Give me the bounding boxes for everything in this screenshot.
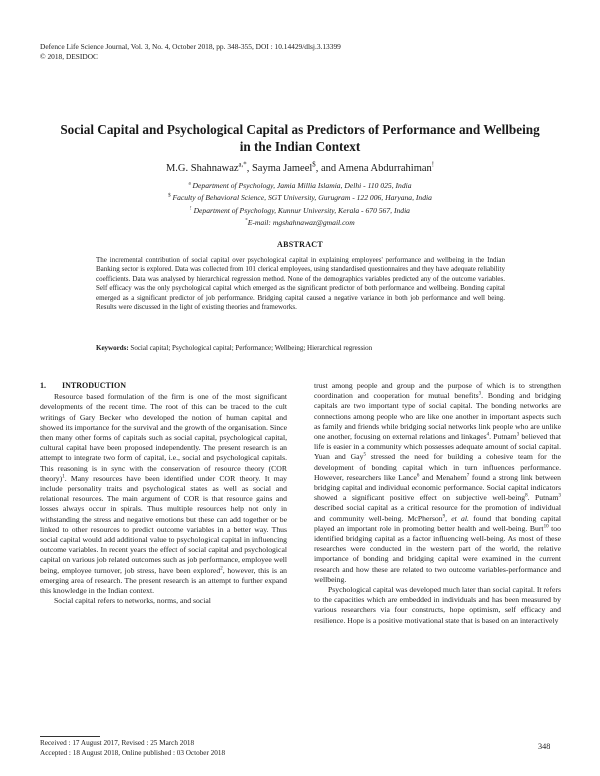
abstract-heading: ABSTRACT	[277, 240, 323, 249]
body-text: Resource based formulation of the firm is one of the most significant developments of the recent time. The root of this can be traced to the cult writings of Gary Becker who developed the notion of human capital and showed its importance for the survival and the growth of the organisation. Since then many other forms of capitals such as social capital, psychological capital, cultural capital have been proposed independently. The present research is an attempt to integrate two form of capital, i.e., social and psychological capitals. This reasoning is in sync with the conservation of resource theory (COR theory)	[40, 392, 287, 483]
affiliation	[60, 217, 540, 229]
accepted-published: Accepted : 18 August 2018, Online published : 03 October 2018	[40, 748, 226, 757]
body-text: trust among people and group and the purpose of which is to strengthen coordination and cooperation for mutual benefits	[314, 381, 561, 401]
author-sep: ,	[246, 163, 252, 174]
citation-ref: 3	[516, 432, 520, 438]
author-mark: !	[431, 161, 435, 169]
body-text: ,	[445, 513, 452, 523]
page-number: 348	[538, 742, 551, 751]
citation-ref: 8	[525, 493, 528, 499]
author-mark: a,*	[238, 161, 247, 169]
affiliation	[60, 180, 540, 192]
citation-ref: 3	[558, 493, 561, 499]
affiliation-mark: *	[245, 218, 248, 224]
body-text: . Putnam	[527, 493, 559, 503]
paper-title: Social Capital and Psychological Capital as Predictors of Performance and Wellbeing in the Indian Context	[60, 122, 540, 154]
abstract-text: The incremental contribution of social capital over psychological capital in explaining employees' performance and wellbeing in the Indian Banking sector is explored. Data was collected from 101 clerical employees, using standardised questionnaires and they have adequate reliability coefficients. Data was analysed by hierarchical regression method. None of the demographics variables predicted any of the outcome variables. Self efficacy was the only psychological capital which emerged as the significant predictor of both performance and wellbeing. Bonding capital emerged as a significant predictor of job performance. Bridging capital caused a negative variance in both job performance and well being. Results were discussed in the light of existing theories and frameworks.	[96, 256, 505, 312]
journal-header	[40, 42, 341, 62]
article-dates	[40, 739, 225, 758]
affiliation	[60, 205, 540, 217]
body-text: . Many resources have been identified under COR theory. It may include personality traits and psychological states as well as social and relational resources. The main argument of COR is that resource gains and losses always occur in spirals. Thus multiple resources help not only in withstanding the stress and negative emotions but these can add together or be linked to other resources to predict outcome variables in a better way. Thus social capital would add additional value to psychological capital in influencing outcome variables. In recent years the effect of social capital and psychological capital on various job related outcomes such as job performance, employee well being, employee turnover, job stress, have been explored	[40, 473, 287, 575]
citation-ref: 4	[486, 432, 490, 438]
affiliation-mark: $	[168, 193, 171, 199]
journal-citation: Defence Life Science Journal, Vol. 3, No. 4, October 2018, pp. 348-355, DOI : 10.14429/dlsj.3.13399	[40, 42, 341, 51]
affiliation-text: Department of Psychology, Kunnur University, Kerala - 670 567, India	[193, 205, 410, 215]
author-mark: $	[312, 161, 316, 169]
author-name: Amena Abdurrahiman	[338, 163, 432, 174]
et-al: et al.	[451, 513, 469, 523]
section-heading	[40, 381, 287, 391]
citation-ref: 5	[363, 452, 366, 458]
affiliation-list	[60, 180, 540, 230]
body-text: and Menahem	[419, 472, 467, 482]
right-column	[314, 381, 561, 626]
citation-ref: 2	[220, 566, 223, 572]
corresponding-email: E-mail: mgshahnawaz@gmail.com	[247, 218, 355, 228]
affiliation-text: Faculty of Behavioral Science, SGT University, Gurugram - 122 006, Haryana, India	[172, 193, 432, 203]
body-text: . Bonding and bridging capitals are two important type of social capital. The bonding networks are connections among people who are like one another in important aspects such as family and friends while bridging social networks link people who are unlike one another, focusing on external relations and linkages	[314, 391, 561, 442]
citation-ref: 7	[466, 473, 470, 479]
body-text: too identified bridging capital as a factor influencing well-being. As most of these researches were conducted in the western part of the world, the relative importance of bonding and bridging capital were examined in the current research and how these are related to two outcome variables-performance and wellbeing.	[314, 523, 561, 584]
body-text: believed that life is easier in a community which possesses adequate amount of social capital. Yuan and Gay	[314, 432, 561, 462]
section-title: INTRODUCTION	[62, 381, 127, 390]
affiliation	[60, 192, 540, 204]
author-name: Sayma Jameel	[251, 163, 313, 174]
section-number: 1.	[40, 381, 46, 390]
received-revised: Received : 17 August 2017, Revised : 25 March 2018	[40, 739, 195, 747]
body-text: found that bonding capital played an important role in promoting better health and well-being. Burt	[314, 513, 562, 533]
citation-ref: 6	[416, 473, 420, 479]
author-list	[60, 163, 540, 174]
author-sep: , and	[315, 163, 339, 174]
citation-ref: 9	[442, 514, 446, 520]
left-column	[40, 381, 287, 606]
citation-ref: 3	[478, 391, 482, 397]
keywords-text: Social capital; Psychological capital; Performance; Wellbeing; Hierarchical regression	[130, 344, 373, 352]
affiliation-mark: a	[188, 181, 191, 187]
body-text: stressed the need for building a cohesive team for the development of bonding capital which in turn influences performance. However, researchers like Lance	[314, 452, 561, 482]
body-paragraph	[314, 381, 561, 585]
author-name: M.G. Shahnawaz	[165, 163, 239, 174]
body-paragraph: Psychological capital was developed much later than social capital. It refers to the capacities which are embedded in individuals and has been measured by various researchers via four constructs, hope optimism, self efficacy and resilience. Hope is a positive motivational state that is based on an interactively	[314, 585, 561, 625]
footnote-divider	[40, 736, 100, 737]
body-text: , however, this is an emerging area of research. The present research is an attempt to further expand this knowledge in the Indian context.	[40, 565, 287, 596]
body-paragraph	[40, 392, 287, 596]
keywords	[96, 344, 505, 353]
body-text: found a strong link between bridging capital and individual economic performance. Social capital indicators showed a significant positive effect on subjective well-being	[314, 472, 561, 503]
keywords-label: Keywords:	[96, 344, 129, 352]
affiliation-mark: !	[190, 206, 192, 212]
journal-copyright: © 2018, DESIDOC	[40, 52, 98, 61]
citation-ref: 1	[62, 474, 65, 480]
citation-ref: 10	[543, 524, 549, 530]
affiliation-text: Department of Psychology, Jamia Millia Islamia, Delhi - 110 025, India	[192, 181, 412, 190]
body-text: described social capital as a critical resource for the promotion of individual and community well-being. McPherson	[314, 503, 561, 523]
body-text: . Putnam	[489, 432, 517, 442]
body-paragraph: Social capital refers to networks, norms, and social	[54, 596, 211, 606]
